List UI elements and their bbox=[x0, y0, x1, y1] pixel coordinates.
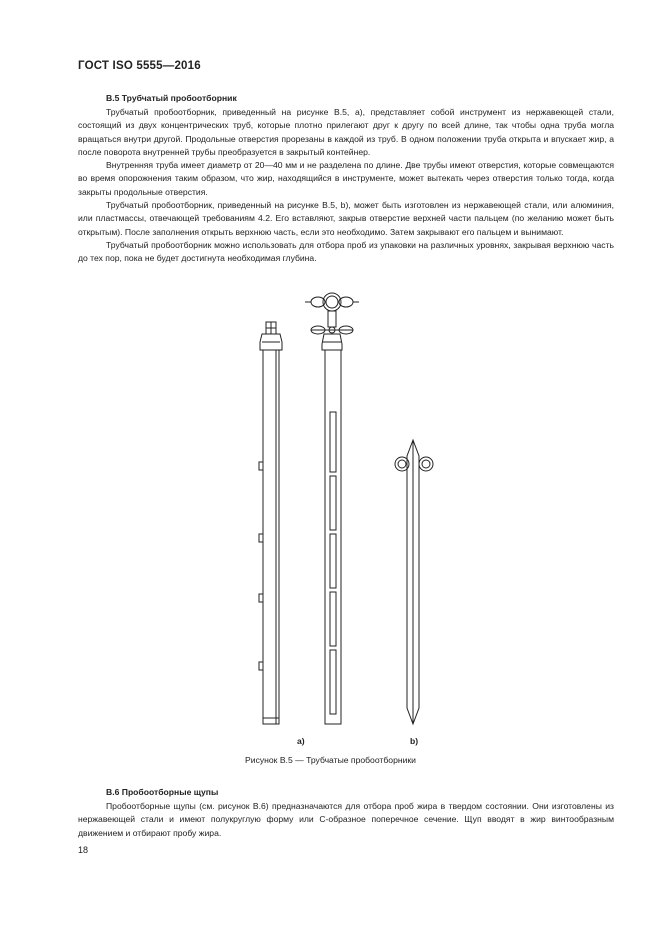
section-b6-paragraph-1: Пробоотборные щупы (см. рисунок В.6) предназначаются для отбора проб жира в твердом состоянии. Они изготовлены из нержавеющей стали и имеют полукруглую форму или С-образное поперечное сечение. Щуп вводят в жир винтообразным движением и отбирают пробу жира. bbox=[78, 801, 614, 838]
section-b6-body bbox=[78, 800, 614, 840]
section-b5-body bbox=[78, 106, 614, 266]
sampler-3-drawing bbox=[395, 440, 433, 724]
section-b5-paragraph-4: Трубчатый пробоотборник можно использовать для отбора проб из упаковки на различных уровнях, закрывая верхнюю часть до тех пор, пока не будет достигнута необходимая глубина. bbox=[78, 239, 614, 264]
sampler-1-drawing bbox=[259, 322, 282, 724]
figure-label-a: а) bbox=[297, 736, 305, 746]
figure-b5 bbox=[0, 288, 661, 746]
document-header: ГОСТ ISO 5555—2016 bbox=[78, 60, 201, 72]
section-b5-heading: В.5 Трубчатый пробоотборник bbox=[106, 93, 237, 103]
section-b5-paragraph-3: Трубчатый пробоотборник, приведенный на рисунке В.5, b), может быть изготовлен из нержавеющей стали, или алюминия, или пластмассы, отвечающей требованиям 4.2. Его вставляют, закрыв отверстие верхней части пальцем (по желанию может быть открытым). После заполнения открыть верхнюю часть, если это необходимо. Затем закрывают его пальцем и вынимают. bbox=[78, 200, 614, 237]
figure-caption: Рисунок В.5 — Трубчатые пробоотборники bbox=[245, 755, 416, 765]
section-b5-paragraph-2: Внутренняя труба имеет диаметр от 20—40 мм и не разделена по длине. Две трубы имеют отверстия, которые совмещаются во время опорожнения таким образом, что жир, находящийся в инструменте, может вытекать через отверстия только тогда, когда закрыты продольные отверстия. bbox=[78, 160, 614, 197]
page-number: 18 bbox=[78, 845, 89, 855]
figure-b5-drawing bbox=[0, 288, 661, 728]
figure-label-b: b) bbox=[410, 736, 419, 746]
section-b6-heading: В.6 Пробоотборные щупы bbox=[106, 787, 219, 797]
section-b5-paragraph-1: Трубчатый пробоотборник, приведенный на рисунке В.5, а), представляет собой инструмент из нержавеющей стали, состоящий из двух концентрических труб, которые плотно прилегают друг к другу по всей длине, так чтобы одна труба могла вращаться внутри другой. Продольные отверстия прорезаны в каждой из труб. В одном положении труба открыта и впускает жир, а после поворота внутренней трубы преобразуется в закрытый контейнер. bbox=[78, 107, 614, 157]
sampler-2-drawing bbox=[305, 293, 359, 724]
